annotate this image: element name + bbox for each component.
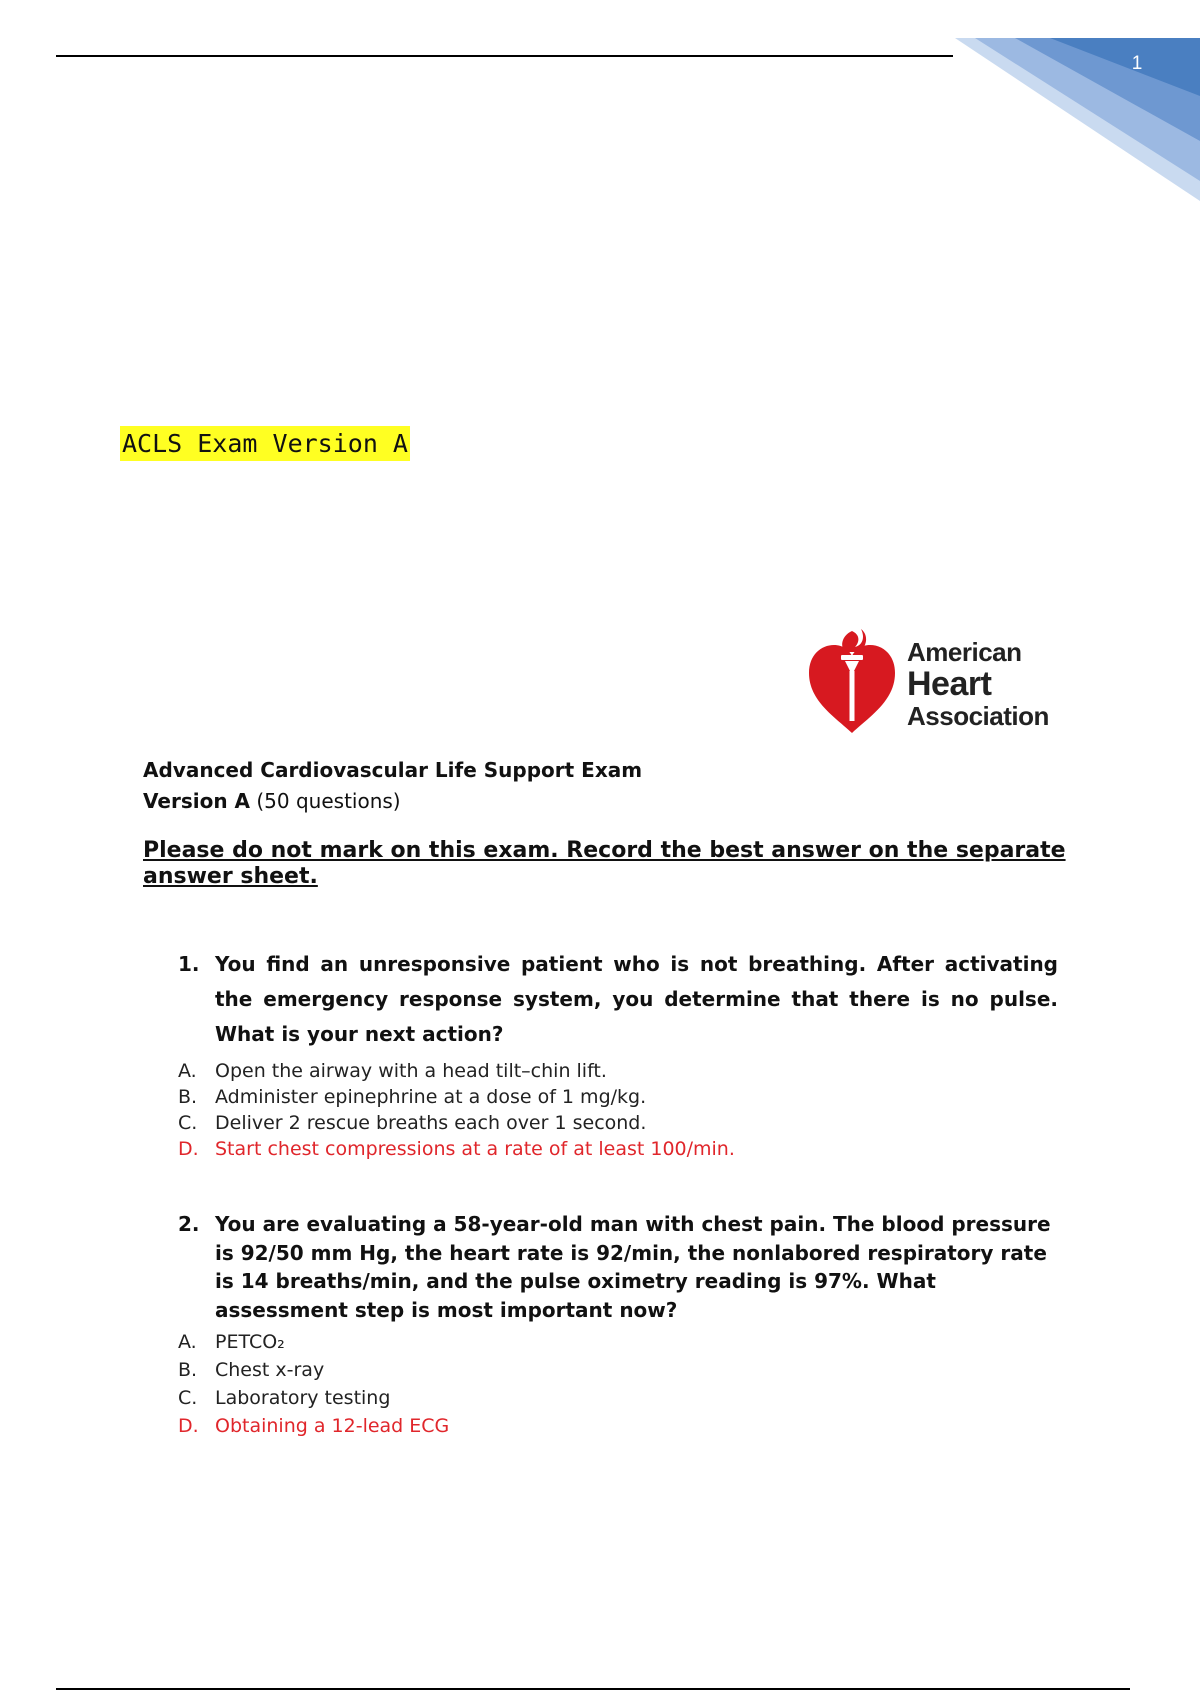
heart-torch-icon <box>805 625 900 737</box>
logo-text-american: American <box>907 637 1022 667</box>
page-number: 1 <box>1131 53 1143 74</box>
question-text: You find an unresponsive patient who is not breathing. After activating the emergency response system, you determine that there is no pulse. What is your next action? <box>215 952 1058 1046</box>
answer-options <box>178 1328 1058 1440</box>
exam-version: Version A <box>143 789 250 813</box>
option-text: Chest x-ray <box>215 1359 325 1381</box>
option-letter: C. <box>178 1387 198 1409</box>
header-rule <box>56 55 953 57</box>
option-a <box>178 1058 1058 1084</box>
answer-options <box>178 1058 1058 1162</box>
option-text: Laboratory testing <box>215 1387 391 1409</box>
option-text: Obtaining a 12-lead ECG <box>215 1415 450 1437</box>
exam-version-line <box>143 786 642 817</box>
option-letter: D. <box>178 1138 199 1160</box>
option-text: Start chest compressions at a rate of at least 100/min. <box>215 1138 735 1160</box>
document-title: ACLS Exam Version A <box>120 426 410 461</box>
option-text: Administer epinephrine at a dose of 1 mg/kg. <box>215 1086 647 1108</box>
exam-heading <box>143 755 642 817</box>
logo-text-heart: Heart <box>907 665 992 703</box>
option-d-correct <box>178 1136 1058 1162</box>
option-a <box>178 1328 1058 1356</box>
option-c <box>178 1384 1058 1412</box>
question-text: You are evaluating a 58-year-old man with chest pain. The blood pressure is 92/50 mm Hg, the heart rate is 92/min, the nonlabored respiratory rate is 14 breaths/min, and the pulse oximetry reading is 97%. What assessment step is most important now? <box>215 1212 1051 1322</box>
exam-question-count: (50 questions) <box>250 789 401 813</box>
question-stem <box>178 947 1058 1052</box>
exam-name: Advanced Cardiovascular Life Support Exam <box>143 758 643 782</box>
question-stem <box>178 1210 1058 1324</box>
logo-text-association: Association <box>907 701 1049 731</box>
option-b <box>178 1084 1058 1110</box>
footer-rule <box>56 1688 1130 1690</box>
exam-instructions: Please do not mark on this exam. Record the best answer on the separate answer sheet. <box>143 838 1066 889</box>
corner-decoration <box>955 36 1200 201</box>
question-number: 2. <box>178 1212 200 1236</box>
option-letter: B. <box>178 1086 198 1108</box>
aha-logo <box>805 625 1090 740</box>
option-letter: C. <box>178 1112 198 1134</box>
option-text: Deliver 2 rescue breaths each over 1 second. <box>215 1112 647 1134</box>
option-text: Open the airway with a head tilt–chin lift. <box>215 1060 607 1082</box>
question-2 <box>178 1210 1058 1440</box>
option-letter: B. <box>178 1359 198 1381</box>
option-letter: A. <box>178 1331 197 1353</box>
option-c <box>178 1110 1058 1136</box>
option-letter: D. <box>178 1415 199 1437</box>
option-d-correct <box>178 1412 1058 1440</box>
option-letter: A. <box>178 1060 197 1082</box>
option-b <box>178 1356 1058 1384</box>
question-number: 1. <box>178 952 200 976</box>
option-text: PETCO₂ <box>215 1331 285 1353</box>
question-1 <box>178 947 1058 1162</box>
